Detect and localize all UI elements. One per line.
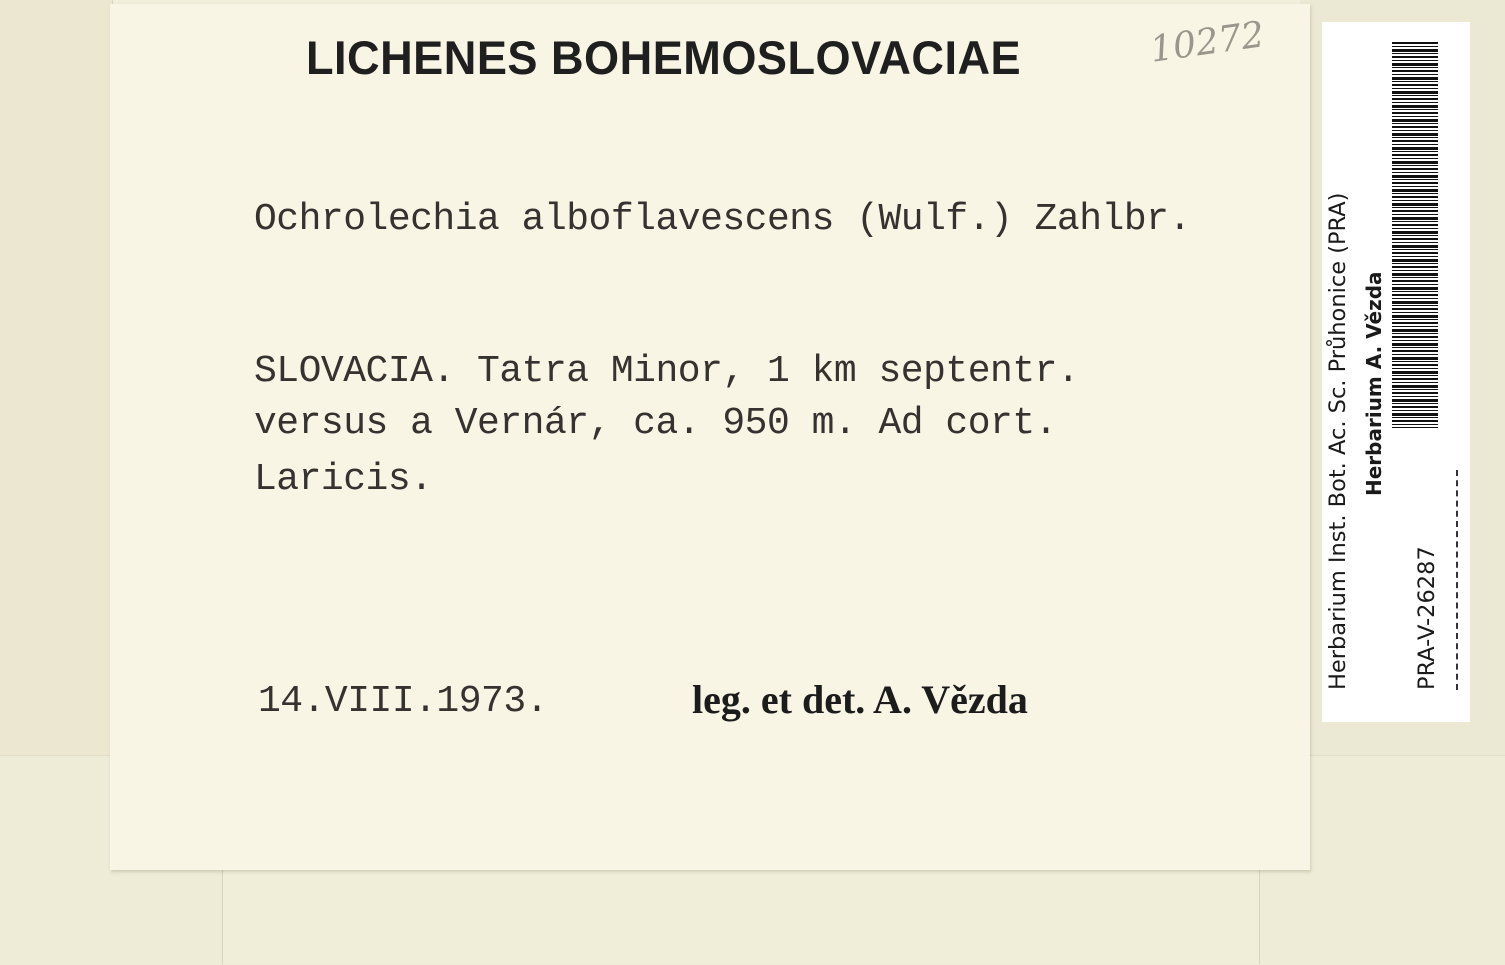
handwritten-catalog-number: 10272 [1147, 14, 1267, 71]
herbarium-institution: Herbarium Inst. Bot. Ac. Sc. Průhonice (PRA) [1325, 192, 1351, 690]
collector-determiner: leg. et det. A. Vězda [692, 677, 1028, 722]
locality-line-1: SLOVACIA. Tatra Minor, 1 km septentr. [254, 350, 1080, 393]
taxon-name: Ochrolechia alboflavescens (Wulf.) Zahlbr. [254, 198, 1191, 241]
barcode [1392, 42, 1438, 428]
collection-date: 14.VIII.1973. [258, 680, 548, 723]
herbarium-collection: Herbarium A. Vězda [1362, 271, 1386, 496]
locality-line-2: versus a Vernár, ca. 950 m. Ad cort. [254, 402, 1057, 445]
dashed-separator [1456, 470, 1458, 690]
locality-line-3: Laricis. [254, 458, 433, 501]
background-envelope-strip [222, 868, 1260, 964]
label-heading: LICHENES BOHEMOSLOVACIAE [306, 31, 1022, 84]
specimen-id: PRA-V-26287 [1414, 546, 1440, 690]
